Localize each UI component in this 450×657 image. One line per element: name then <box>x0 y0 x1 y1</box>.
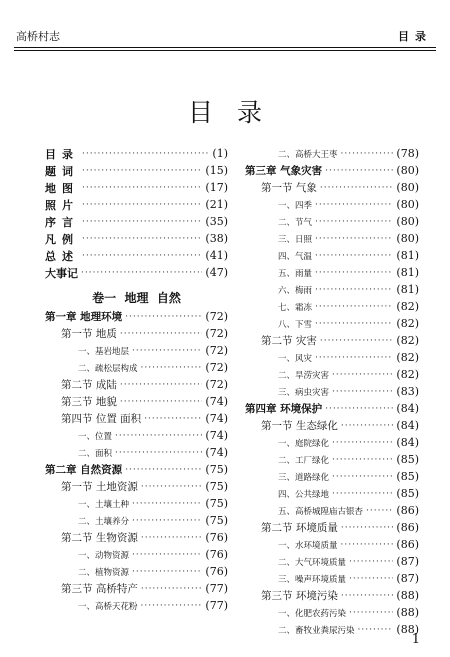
toc-entry-label: 三、噪声环境质量 <box>278 574 347 585</box>
dot-leader <box>315 353 393 363</box>
toc-entry-label: 三、道路绿化 <box>278 472 330 483</box>
dot-leader <box>332 387 393 397</box>
toc-entry-label: 四、气温 <box>278 251 313 262</box>
toc-entry[interactable] <box>45 597 228 614</box>
toc-entry-page: (88) <box>396 589 419 602</box>
toc-entry[interactable] <box>45 196 228 213</box>
toc-entry-label: 第二节 环境质量 <box>261 522 338 534</box>
dot-leader <box>82 251 202 261</box>
toc-entry-label: 七、霜冻 <box>278 302 313 313</box>
dot-leader <box>82 166 202 176</box>
dot-leader <box>332 370 393 380</box>
toc-entry-page: (75) <box>205 463 228 476</box>
toc-entry[interactable] <box>45 495 228 512</box>
toc-entry-page: (88) <box>396 606 419 619</box>
toc-entry-page: (38) <box>205 232 228 245</box>
toc-entry[interactable] <box>45 410 228 427</box>
toc-entry-label: 二、节气 <box>278 217 313 228</box>
page-title: 目录 <box>187 98 286 127</box>
dot-leader <box>315 319 393 329</box>
toc-entry-page: (83) <box>396 385 419 398</box>
dot-leader <box>315 268 393 278</box>
toc-entry[interactable] <box>245 315 419 332</box>
toc-entry[interactable] <box>245 553 419 570</box>
toc-entry-label: 一、化肥农药污染 <box>278 608 347 619</box>
dot-leader <box>325 166 393 176</box>
toc-entry[interactable] <box>245 247 419 264</box>
toc-entry[interactable] <box>45 145 228 162</box>
toc-entry-label: 第二节 灾害 <box>261 335 317 347</box>
dot-leader <box>349 574 393 584</box>
page-number: 1 <box>411 632 420 647</box>
running-header <box>14 28 436 44</box>
toc-entry[interactable] <box>45 230 228 247</box>
toc-entry-label: 第二节 成陆 <box>61 379 117 391</box>
toc-entry-page: (82) <box>396 300 419 313</box>
toc-entry-label: 凡例 <box>45 232 79 246</box>
toc-entry[interactable] <box>45 563 228 580</box>
toc-entry-page: (21) <box>205 198 228 211</box>
toc-entry-page: (81) <box>396 283 419 296</box>
toc-entry[interactable] <box>245 332 419 349</box>
toc-entry-label: 题词 <box>45 164 79 178</box>
dot-leader <box>332 489 393 499</box>
dot-leader <box>81 268 202 278</box>
toc-entry-page: (75) <box>205 497 228 510</box>
toc-entry-label: 四、公共绿地 <box>278 489 330 500</box>
toc-entry-label: 地图 <box>45 181 79 195</box>
toc-entry-label: 第四节 位置 面积 <box>61 413 142 425</box>
toc-entry-label: 总述 <box>45 249 79 263</box>
toc-left-column <box>45 145 228 614</box>
toc-entry-label: 一、风灾 <box>278 353 313 364</box>
toc-entry-label: 第二章 自然资源 <box>45 464 123 476</box>
toc-entry[interactable] <box>245 621 419 638</box>
toc-entry[interactable] <box>245 417 419 434</box>
toc-entry-label: 八、下雪 <box>278 319 313 330</box>
toc-entry-label: 二、畜牧业粪尿污染 <box>278 625 355 636</box>
toc-entry-label: 三、病虫灾害 <box>278 387 330 398</box>
dot-leader <box>82 183 202 193</box>
toc-entry-label: 二、土壤养分 <box>78 516 130 527</box>
toc-entry-label: 第一节 地质 <box>61 328 117 340</box>
dot-leader <box>141 601 203 611</box>
dot-leader <box>315 251 393 261</box>
toc-entry-page: (82) <box>396 368 419 381</box>
toc-entry[interactable] <box>245 400 419 417</box>
toc-entry[interactable] <box>45 213 228 230</box>
toc-entry-page: (76) <box>205 565 228 578</box>
toc-entry-page: (80) <box>396 232 419 245</box>
toc-entry[interactable] <box>245 519 419 536</box>
toc-entry[interactable] <box>245 196 419 213</box>
toc-entry-label: 二、疏松层构成 <box>78 363 138 374</box>
dot-leader <box>349 557 393 567</box>
dot-leader <box>141 482 203 492</box>
toc-entry-page: (74) <box>205 429 228 442</box>
dot-leader <box>341 149 394 159</box>
dot-leader <box>115 431 202 441</box>
toc-entry-label: 第三节 高桥特产 <box>61 583 138 595</box>
toc-entry[interactable] <box>245 604 419 621</box>
toc-entry-label: 六、梅雨 <box>278 285 313 296</box>
dot-leader <box>82 217 202 227</box>
toc-entry-page: (72) <box>205 378 228 391</box>
toc-entry-label: 目录 <box>45 147 79 161</box>
toc-entry-page: (85) <box>396 453 419 466</box>
toc-entry[interactable] <box>245 536 419 553</box>
toc-entry[interactable] <box>245 298 419 315</box>
toc-entry-page: (1) <box>212 147 228 160</box>
toc-entry[interactable] <box>245 434 419 451</box>
dot-leader <box>341 523 394 533</box>
toc-entry-label: 第三节 地貌 <box>61 396 117 408</box>
toc-entry[interactable] <box>245 281 419 298</box>
toc-entry-page: (88) <box>396 623 419 636</box>
toc-entry-label: 一、动物资源 <box>78 550 130 561</box>
toc-entry[interactable] <box>45 247 228 264</box>
toc-entry-page: (80) <box>396 198 419 211</box>
toc-entry-page: (74) <box>205 446 228 459</box>
toc-entry-page: (86) <box>396 521 419 534</box>
header-rule <box>14 47 436 48</box>
toc-entry-label: 第一节 气象 <box>261 182 317 194</box>
toc-entry-page: (35) <box>205 215 228 228</box>
toc-entry-page: (87) <box>396 555 419 568</box>
toc-entry-page: (72) <box>205 327 228 340</box>
dot-leader <box>315 200 393 210</box>
dot-leader <box>332 455 393 465</box>
toc-entry-label: 二、大气环境质量 <box>278 557 347 568</box>
toc-entry-page: (72) <box>205 344 228 357</box>
toc-entry[interactable] <box>45 580 228 597</box>
toc-entry[interactable] <box>245 179 419 196</box>
toc-entry-page: (76) <box>205 548 228 561</box>
dot-leader <box>315 302 393 312</box>
toc-entry-label: 第一节 生态绿化 <box>261 420 338 432</box>
dot-leader <box>332 472 393 482</box>
toc-entry-page: (84) <box>396 402 419 415</box>
toc-entry-page: (17) <box>205 181 228 194</box>
dot-leader <box>82 200 202 210</box>
toc-entry[interactable] <box>45 264 228 281</box>
toc-entry[interactable] <box>245 468 419 485</box>
toc-entry[interactable] <box>245 349 419 366</box>
toc-entry-label: 二、高桥大王枣 <box>278 149 338 160</box>
toc-entry-page: (81) <box>396 266 419 279</box>
dot-leader <box>341 540 394 550</box>
toc-entry[interactable] <box>245 485 419 502</box>
toc-entry-page: (78) <box>396 147 419 160</box>
toc-entry-page: (85) <box>396 470 419 483</box>
dot-leader <box>315 285 393 295</box>
dot-leader <box>315 234 393 244</box>
toc-entry[interactable] <box>45 308 228 325</box>
toc-entry[interactable] <box>45 325 228 342</box>
toc-entry[interactable] <box>245 264 419 281</box>
dot-leader <box>115 448 202 458</box>
toc-entry-page: (80) <box>396 164 419 177</box>
toc-entry[interactable] <box>45 478 228 495</box>
toc-entry-page: (75) <box>205 514 228 527</box>
toc-entry-label: 一、四季 <box>278 200 313 211</box>
toc-entry-label: 一、庭院绿化 <box>278 438 330 449</box>
toc-entry-page: (81) <box>396 249 419 262</box>
toc-entry[interactable] <box>45 342 228 359</box>
toc-entry[interactable] <box>245 145 419 162</box>
volume-heading: 卷一 地理 自然 <box>92 290 181 305</box>
toc-entry[interactable] <box>245 383 419 400</box>
toc-entry[interactable] <box>245 162 419 179</box>
toc-entry[interactable] <box>45 427 228 444</box>
toc-entry-label: 一、基岩地层 <box>78 346 130 357</box>
toc-entry-page: (84) <box>396 419 419 432</box>
dot-leader <box>144 414 202 424</box>
toc-entry-page: (72) <box>205 361 228 374</box>
toc-right-column <box>245 145 419 638</box>
toc-entry-page: (76) <box>205 531 228 544</box>
toc-entry-page: (15) <box>205 164 228 177</box>
toc-entry-label: 照片 <box>45 198 79 212</box>
dot-leader <box>332 438 393 448</box>
toc-entry-page: (84) <box>396 436 419 449</box>
dot-leader <box>132 346 202 356</box>
dot-leader <box>341 421 394 431</box>
toc-entry[interactable] <box>45 461 228 478</box>
toc-entry-page: (82) <box>396 351 419 364</box>
dot-leader <box>132 567 202 577</box>
dot-leader <box>141 584 203 594</box>
toc-entry-label: 第一章 地理环境 <box>45 311 123 323</box>
toc-entry[interactable] <box>45 512 228 529</box>
dot-leader <box>349 608 393 618</box>
toc-entry-label: 三、日照 <box>278 234 313 245</box>
toc-entry-page: (77) <box>205 599 228 612</box>
toc-entry[interactable] <box>45 179 228 196</box>
toc-entry-page: (74) <box>205 395 228 408</box>
toc-entry-label: 大事记 <box>45 266 78 280</box>
toc-entry-page: (86) <box>396 538 419 551</box>
section-title: 目录 <box>398 30 432 43</box>
toc-entry[interactable] <box>45 359 228 376</box>
dot-leader <box>120 329 203 339</box>
toc-entry[interactable] <box>245 230 419 247</box>
toc-entry-page: (86) <box>396 504 419 517</box>
toc-entry-label: 五、雨量 <box>278 268 313 279</box>
toc-entry-label: 序言 <box>45 215 79 229</box>
toc-entry[interactable] <box>245 502 419 519</box>
toc-entry-page: (77) <box>205 582 228 595</box>
dot-leader <box>341 591 394 601</box>
toc-entry-label: 第四章 环境保护 <box>245 403 323 415</box>
toc-entry-label: 第一节 土地资源 <box>61 481 138 493</box>
dot-leader <box>325 404 393 414</box>
dot-leader <box>315 217 393 227</box>
toc-entry-page: (85) <box>396 487 419 500</box>
toc-entry-label: 二、旱涝灾害 <box>278 370 330 381</box>
dot-leader <box>320 183 394 193</box>
dot-leader <box>82 149 209 159</box>
toc-entry[interactable] <box>45 444 228 461</box>
header-rule-thin <box>14 50 436 51</box>
toc-entry[interactable] <box>245 587 419 604</box>
toc-entry-page: (80) <box>396 181 419 194</box>
book-title: 高桥村志 <box>16 30 60 43</box>
toc-entry-label: 第三章 气象灾害 <box>245 165 323 177</box>
toc-entry-page: (87) <box>396 572 419 585</box>
dot-leader <box>132 516 202 526</box>
dot-leader <box>125 312 202 322</box>
toc-entry-page: (75) <box>205 480 228 493</box>
toc-entry-label: 二、植物资源 <box>78 567 130 578</box>
toc-entry-label: 二、工厂绿化 <box>278 455 330 466</box>
toc-entry[interactable] <box>245 570 419 587</box>
toc-entry-label: 第二节 生物资源 <box>61 532 138 544</box>
toc-entry-page: (82) <box>396 334 419 347</box>
dot-leader <box>141 363 203 373</box>
toc-entry-label: 一、位置 <box>78 431 113 442</box>
dot-leader <box>366 506 393 516</box>
toc-entry-label: 一、土壤土种 <box>78 499 130 510</box>
toc-entry-page: (72) <box>205 310 228 323</box>
toc-entry-page: (74) <box>205 412 228 425</box>
dot-leader <box>82 234 202 244</box>
toc-entry-label: 二、面积 <box>78 448 113 459</box>
dot-leader <box>125 465 202 475</box>
dot-leader <box>132 499 202 509</box>
toc-entry-page: (41) <box>205 249 228 262</box>
toc-entry[interactable] <box>45 529 228 546</box>
toc-entry-label: 五、高桥城隍庙古银杏 <box>278 506 364 517</box>
toc-entry-label: 一、水环境质量 <box>278 540 338 551</box>
toc-entry-page: (82) <box>396 317 419 330</box>
dot-leader <box>132 550 202 560</box>
toc-entry-label: 第三节 环境污染 <box>261 590 338 602</box>
toc-entry-page: (80) <box>396 215 419 228</box>
dot-leader <box>141 533 203 543</box>
toc-entry[interactable] <box>245 451 419 468</box>
dot-leader <box>120 380 203 390</box>
toc-entry[interactable] <box>45 162 228 179</box>
toc-entry[interactable] <box>245 213 419 230</box>
toc-entry[interactable] <box>45 546 228 563</box>
dot-leader <box>320 336 394 346</box>
dot-leader <box>120 397 203 407</box>
toc-entry[interactable] <box>45 393 228 410</box>
toc-entry-page: (47) <box>205 266 228 279</box>
toc-entry[interactable] <box>45 376 228 393</box>
toc-entry[interactable] <box>245 366 419 383</box>
toc-entry-label: 一、高桥天花粉 <box>78 601 138 612</box>
dot-leader <box>358 625 394 635</box>
